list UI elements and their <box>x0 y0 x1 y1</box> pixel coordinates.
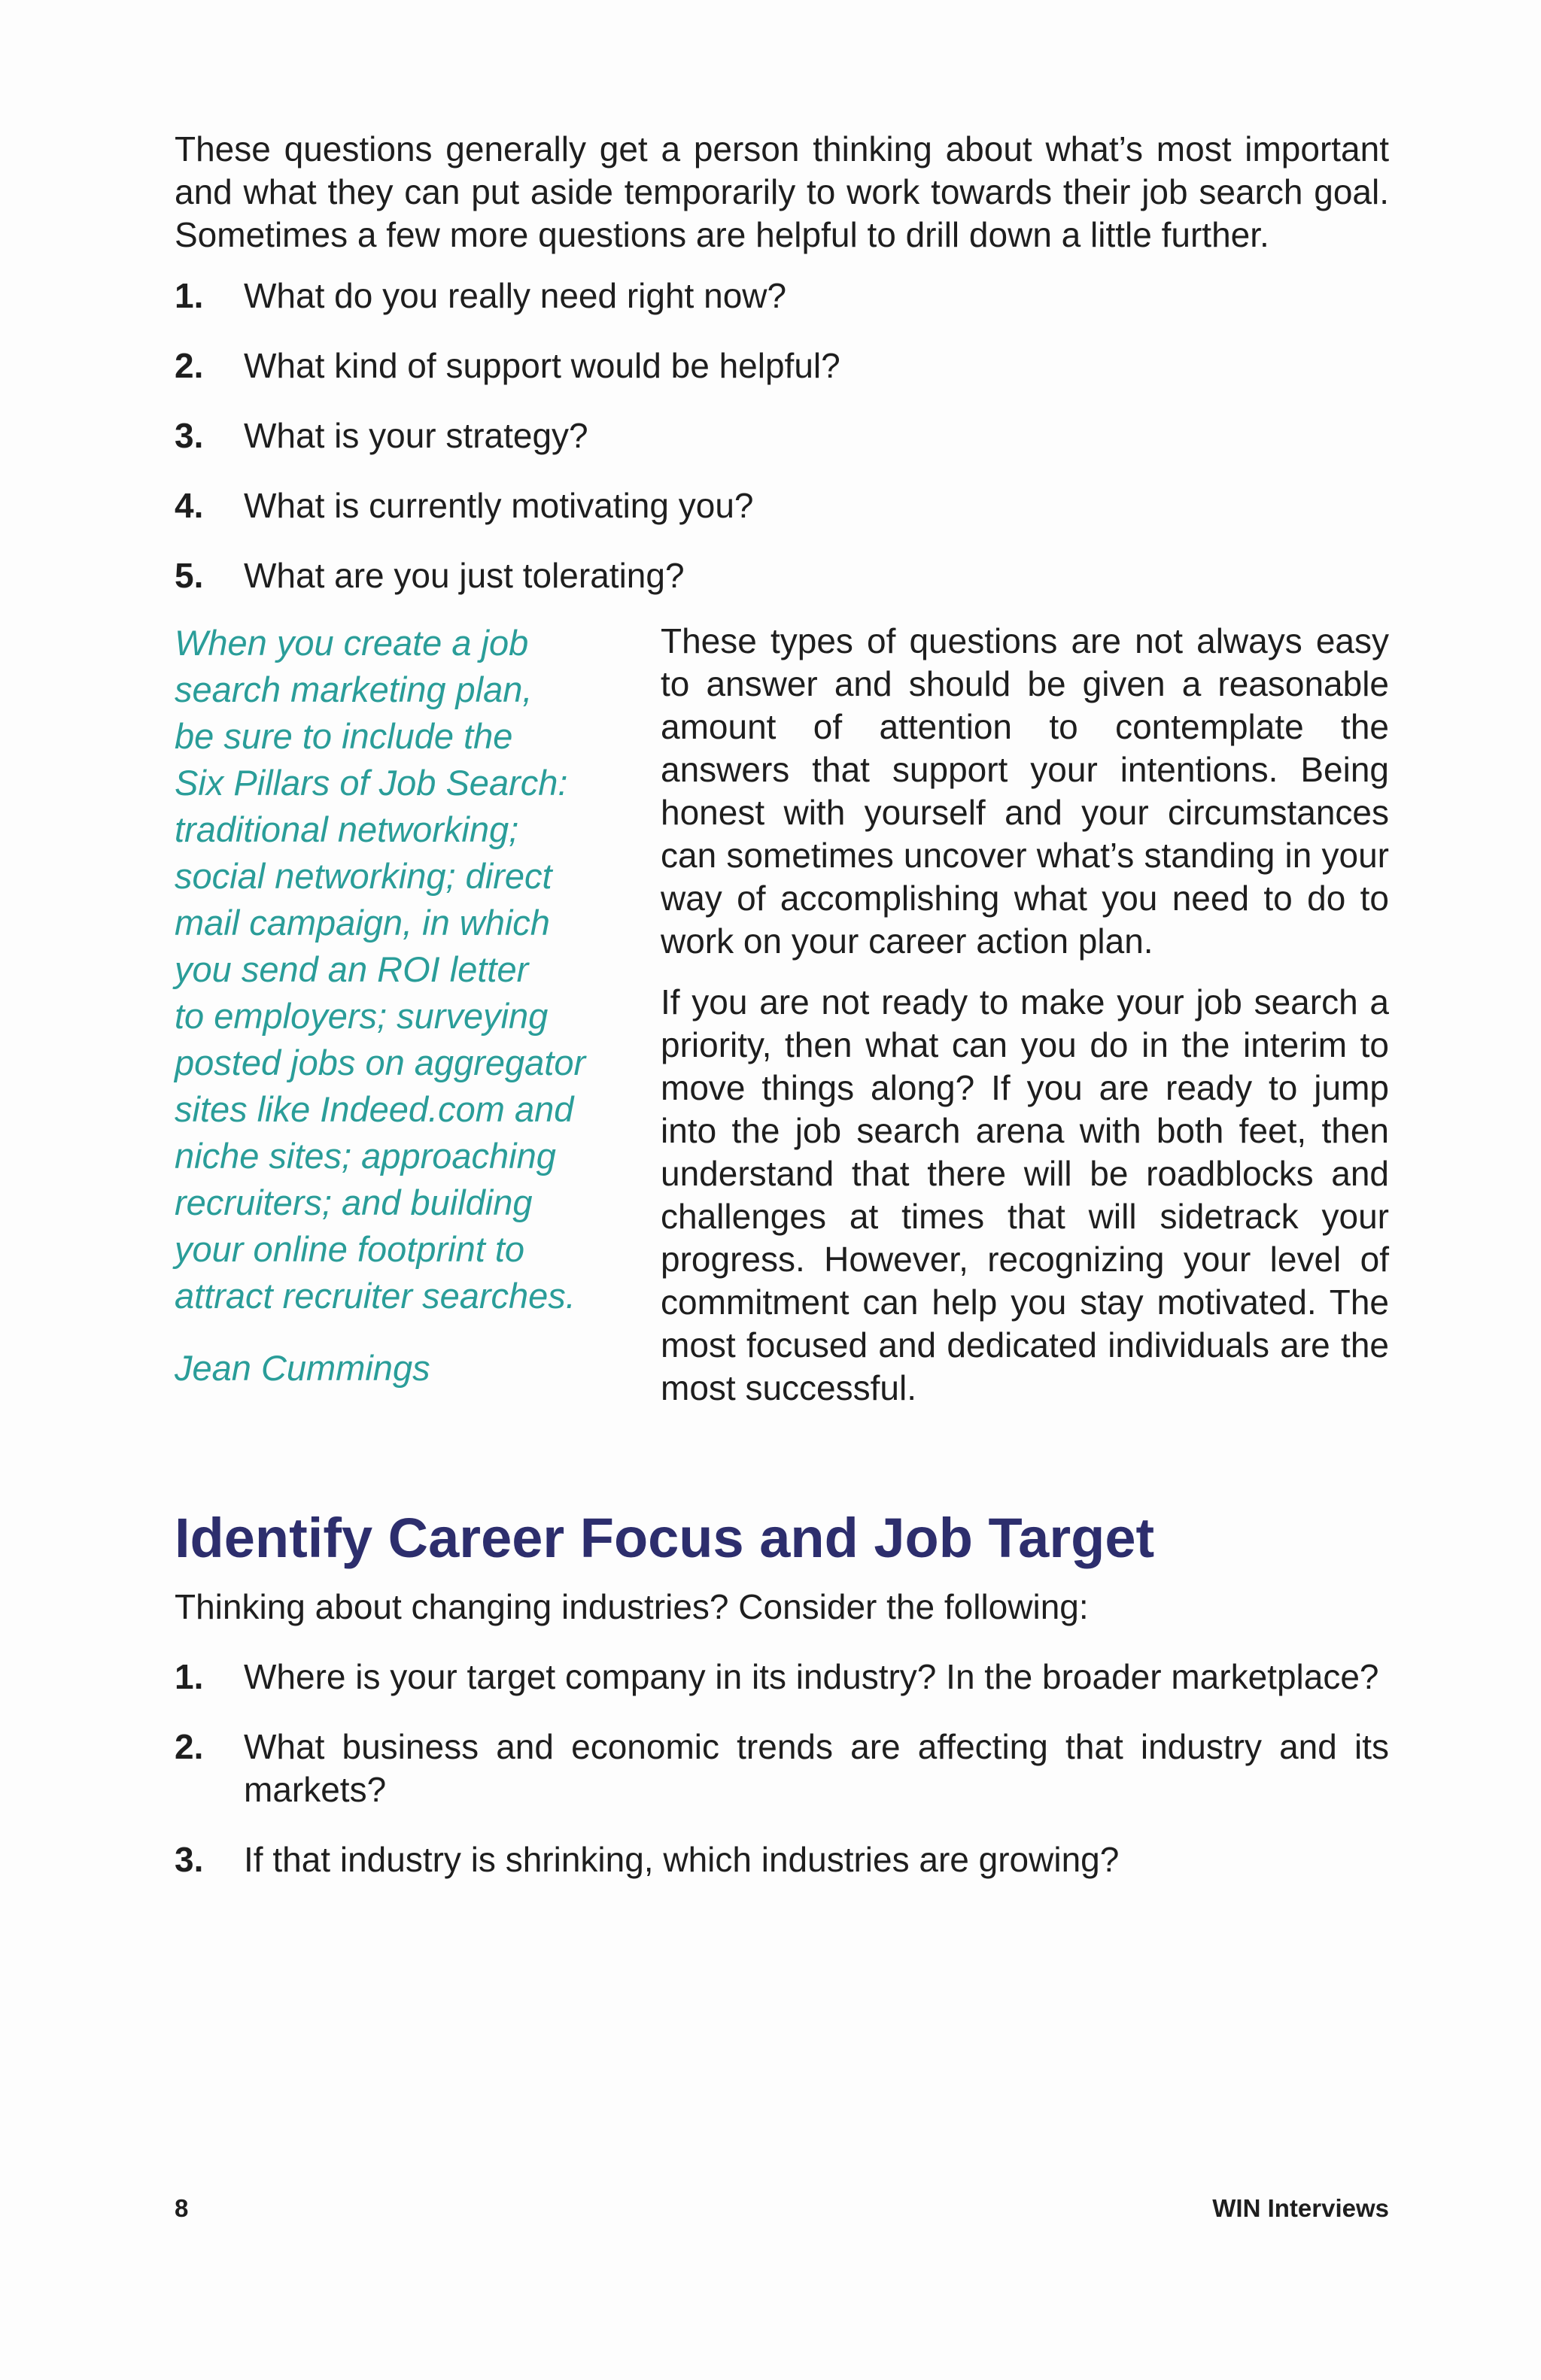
list-number: 1. <box>175 1657 204 1696</box>
list-number: 3. <box>175 1840 204 1879</box>
list-number: 4. <box>175 486 204 525</box>
body-column <box>661 620 1389 1410</box>
list-item <box>175 1726 1389 1811</box>
page-number: 8 <box>175 2194 189 2222</box>
list-item <box>175 1838 1389 1881</box>
section-heading: Identify Career Focus and Job Target <box>175 1507 1155 1569</box>
page-footer <box>175 2194 1389 2223</box>
list-text: What are you just tolerating? <box>244 556 685 595</box>
book-title: WIN Interviews <box>1212 2194 1389 2222</box>
list-text: What kind of support would be helpful? <box>244 346 840 385</box>
page-content <box>175 128 1389 1908</box>
list-item <box>175 275 1389 317</box>
list-text: What is currently motivating you? <box>244 486 754 525</box>
industry-question-list <box>175 1656 1389 1881</box>
list-item <box>175 484 1389 527</box>
list-text: Where is your target company in its industry? In the broader marketplace? <box>244 1657 1379 1696</box>
pull-quote-text: When you create a job search marketing plan, be sure to include the Six Pillars of Job Search: traditional networking; social networking; direct mail campaign, in which you send an ROI letter to employers; surveying posted jobs on aggregator sites like Indeed.com and niche sites; approaching recruiters; and building your online footprint to attract recruiter searches. <box>175 623 586 1316</box>
list-item <box>175 554 1389 597</box>
list-text: What business and economic trends are affecting that industry and its markets? <box>244 1727 1389 1809</box>
intro-paragraph: These questions generally get a person thinking about what’s most important and what they can put aside temporarily to work towards their job search goal. Sometimes a few more questions are helpful to drill down a little further. <box>175 129 1389 254</box>
two-column-block <box>175 620 1389 1410</box>
list-text: What is your strategy? <box>244 416 588 455</box>
list-item <box>175 1656 1389 1698</box>
list-number: 2. <box>175 1727 204 1766</box>
section-lead: Thinking about changing industries? Consider the following: <box>175 1587 1089 1626</box>
list-number: 2. <box>175 346 204 385</box>
list-number: 5. <box>175 556 204 595</box>
list-text: What do you really need right now? <box>244 276 787 315</box>
list-number: 1. <box>175 276 204 315</box>
body-paragraph: These types of questions are not always easy to answer and should be given a reasonable amount of attention to contemplate the answers that support your intentions. Being honest with yourself and your circumstances can sometimes uncover what’s standing in your way of accomplishing what you need to do to work on your career action plan. <box>661 621 1389 961</box>
pull-quote <box>175 620 641 1410</box>
list-text: If that industry is shrinking, which industries are growing? <box>244 1840 1120 1879</box>
list-item <box>175 345 1389 387</box>
list-number: 3. <box>175 416 204 455</box>
question-list <box>175 275 1389 597</box>
pull-quote-author: Jean Cummings <box>175 1348 430 1388</box>
list-item <box>175 414 1389 457</box>
body-paragraph: If you are not ready to make your job search a priority, then what can you do in the interim to move things along? If you are ready to jump into the job search arena with both feet, then understand that there will be roadblocks and challenges at times that will sidetrack your progress. However, recognizing your level of commitment can help you stay motivated. The most focused and dedicated individuals are the most successful. <box>661 982 1389 1407</box>
